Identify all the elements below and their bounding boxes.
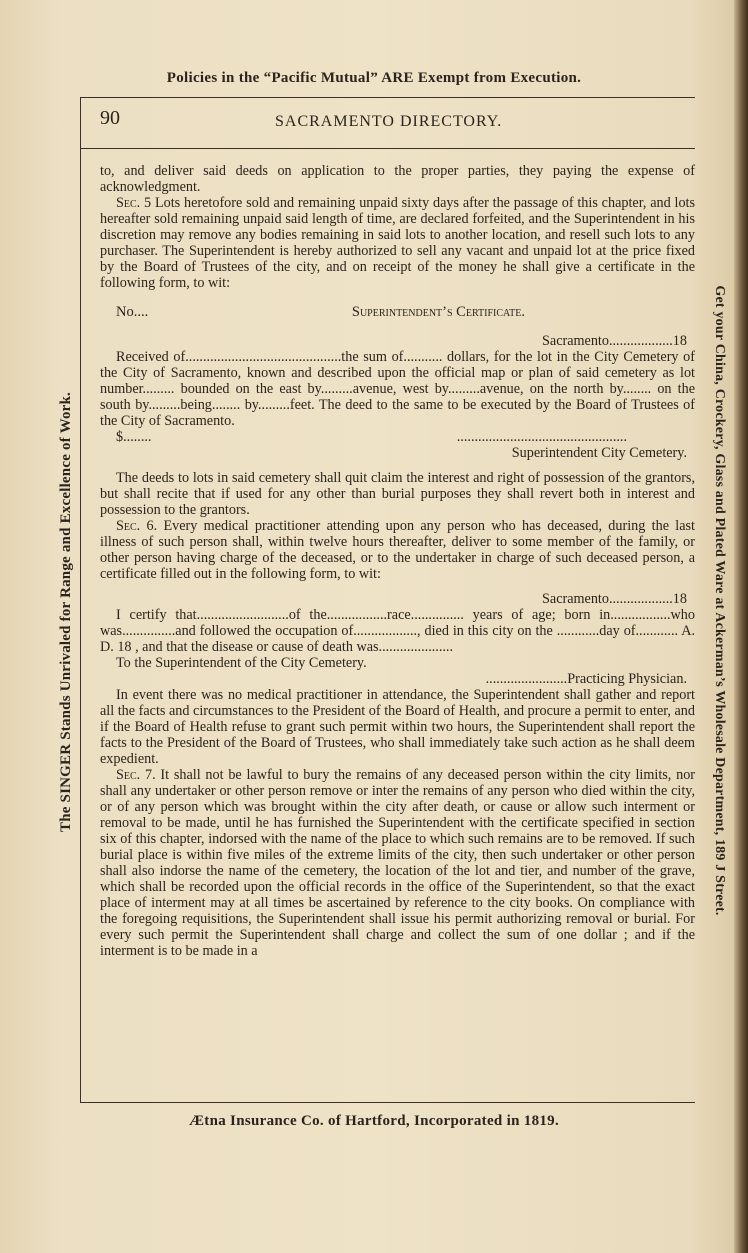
paragraph-no-practitioner: In event there was no medical practitioner in attendance, the Superintendent shall gather and report all the facts and circumstances to the President of the Board of Health, and procure a permit to enter, and if the Board of Health refuse to grant such permit within two hours, the Superintendent shall report the facts to the President of the Board of Trustees, who shall immediately take such action as he shall deem expedient. xyxy=(100,687,695,767)
section-5-text: Lots heretofore sold and remaining unpaid sixty days after the passage of this chapter, and lots hereafter sold remaining unpaid said length of time, are declared forfeited, and the Superintendent in his discretion may remove any bodies remaining in said lots to another location, and resell such lots to any purchaser. The Superintendent is hereby authorized to sell any vacant and unpaid lot at the price fixed by the Board of Trustees of the city, and on receipt of the money he shall give a certificate in the following form, to wit: xyxy=(100,195,696,291)
section-6-label: Sec. 6. xyxy=(116,518,158,534)
death-form-signature: .......................Practicing Physician. xyxy=(485,671,687,687)
section-5-label: Sec. 5 xyxy=(116,195,152,211)
section-6 xyxy=(100,518,695,582)
certificate-body: Received of............................................the sum of........... dollars, for the lot in the City Cemetery of the City of Sacramento, known and described upon the official map or plan of said cemetery as lot number......... bounded on the east by.........avenue, west by.........avenue, on the north by........ on the south by.........being........ by.........feet. The deed to the same to be executed by the Board of Trustees of the City of Sacramento. xyxy=(100,349,695,429)
death-form-addressee: To the Superintendent of the City Cemetery. xyxy=(116,655,367,671)
book-spine-edge xyxy=(734,0,748,1253)
bottom-advertisement: Ætna Insurance Co. of Hartford, Incorporated in 1819. xyxy=(188,1113,560,1129)
certificate-number: No.... xyxy=(116,304,149,320)
top-advertisement: Policies in the “Pacific Mutual” ARE Exempt from Execution. xyxy=(166,70,582,86)
certificate-signature: Superintendent City Cemetery. xyxy=(511,445,687,461)
paragraph-deeds-quitclaim: The deeds to lots in said cemetery shall quit claim the interest and right of possession of the grantors, but shall recite that if used for any other than burial purposes they shall revert both in interest and possession to the grantors. xyxy=(100,470,695,518)
certificate-heading xyxy=(100,304,695,320)
death-form-date-line: Sacramento..................18 xyxy=(542,591,687,607)
death-form-body: I certify that..........................of the.................race............... years of age; born in.................who was...............and followed the occupation of.................., died in this city on the ............day of............ A. D. 18 , and that the disease or cause of death was..................... xyxy=(100,607,695,655)
section-5 xyxy=(100,195,695,291)
section-7-label: Sec. 7. xyxy=(116,767,156,783)
section-6-text: Every medical practitioner attending upon any person who has deceased, during the last illness of such person shall, within twelve hours thereafter, deliver to some member of the family, or other person having charge of the deceased, or to the undertaker in charge of such deceased person, a certificate filled out in the following form, to wit: xyxy=(100,518,696,582)
header-rule xyxy=(80,148,695,149)
paragraph-deeds-delivery: to, and deliver said deeds on application to the proper parties, they paying the expense of acknowledgment. xyxy=(100,163,695,195)
certificate-title: Superintendent’s Certificate. xyxy=(351,304,525,320)
right-margin-advertisement: Get your China, Crockery, Glass and Plated Ware at Ackerman’s Wholesale Department, 189 J Street. xyxy=(712,285,727,916)
page-number: 90 xyxy=(100,107,120,129)
frame-bottom-rule xyxy=(80,1102,695,1103)
certificate-signature-row xyxy=(100,429,695,445)
certificate-date-line: Sacramento..................18 xyxy=(542,333,687,349)
left-margin-advertisement: The SINGER Stands Unrivaled for Range and Excellence of Work. xyxy=(58,392,74,833)
certificate-signature-line: ................................................ xyxy=(456,429,627,445)
frame-top-rule xyxy=(80,97,695,98)
page-body xyxy=(100,163,695,959)
certificate-amount: $........ xyxy=(116,429,152,445)
frame-left-rule xyxy=(80,97,81,1102)
section-7-text: It shall not be lawful to bury the remains of any deceased person within the city limits, nor shall any undertaker or other person remove or inter the remains of any person who died within the city, or of any person which was brought within the city after death, or cause or allow such interment or removal to be made, until he has furnished the Superintendent with the certificate specified in section six of this chapter, indorsed with the name of the place to which such remains are to be removed. If such burial place is within five miles of the extreme limits of the city, then such undertaker or other person shall also indorse the name of the cemetery, the location of the lot and tier, and number of the grave, which shall be recorded upon the official records in the office of the Superintendent, so that the exact place of interment may at all times be ascertained by reference to the city books. On compliance with the foregoing requisitions, the Superintendent shall issue his permit authorizing removal or burial. For every such permit the Superintendent shall charge and collect the sum of one dollar ; and if the interment is to be made in a xyxy=(100,767,696,959)
running-head: SACRAMENTO DIRECTORY. xyxy=(275,113,503,130)
section-7 xyxy=(100,767,695,959)
